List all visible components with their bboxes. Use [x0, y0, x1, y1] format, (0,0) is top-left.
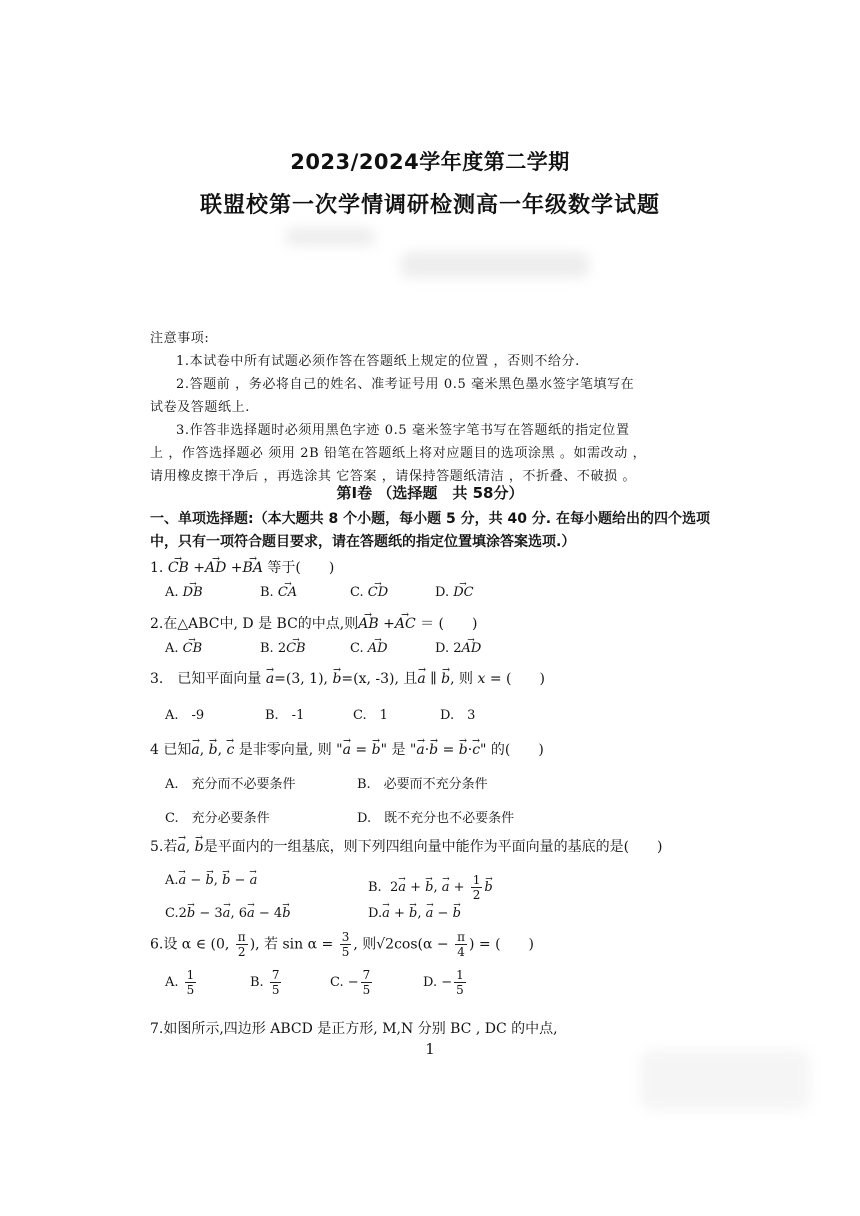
question-5: 5.若→ a, → b是平面内的一组基底，则下列四组向量中能作为平面向量的基底的是( ): [150, 836, 663, 856]
question-6: 6.设 α ∈ (0, $\frac{\pi}{2}$ ), 若 sin α = $\frac{3}{5}$ , 则√2cos(α − $\frac{\pi}{4}$ ) = ( ): [150, 930, 535, 959]
option-c: C. 充分必要条件: [165, 811, 270, 826]
instruction-3c: 请用橡皮擦干净后 ，再选涂其 它答案 ，请保持答题纸清洁 ，不折叠、不破损 。: [150, 469, 637, 484]
scan-smudge: [400, 252, 590, 278]
option-c: C. → AD: [350, 641, 388, 656]
exam-year-title: 2023/2024学年度第二学期: [290, 150, 570, 174]
option-b: B. 必要而不充分条件: [357, 777, 488, 792]
instruction-3a: 3.作答非选择题时必须用黑色字迹 0.5 毫米签字笔书写在答题纸的指定位置: [176, 423, 630, 438]
option-c: C. 1: [353, 708, 388, 723]
question-1: 1. → CB +→ AD +→ BA 等于( ): [150, 557, 334, 577]
option-c: C. − $\frac{7}{5}$: [330, 968, 371, 997]
exam-title: 联盟校第一次学情调研检测高一年级数学试题: [199, 193, 660, 218]
option-b: B. → CA: [260, 585, 297, 600]
instruction-2b: 试卷及答题纸上.: [150, 400, 250, 415]
option-b: B. 2→ CB: [260, 641, 306, 656]
option-b: B. 2→ a + → b, → a + $\frac{1}{2}$ → b: [368, 873, 493, 902]
instruction-2a: 2.答题前 ，务必将自己的姓名、准考证号用 0.5 毫米黑色墨水签字笔填写在: [176, 377, 635, 392]
option-d: D. − $\frac{1}{5}$: [423, 968, 464, 997]
option-b: B. -1: [265, 708, 305, 723]
option-a: A. → CB: [165, 641, 202, 656]
question-2: 2.在△ABC中, D 是 BC的中点,则→ AB +→ AC ＝ ( ): [150, 613, 477, 633]
option-d: D. 3: [440, 708, 476, 723]
option-c: C. → CD: [350, 585, 388, 600]
instruction-3b: 上 ，作答选择题必 须用 2B 铅笔在答题纸上将对应题目的选项涂黑 。如需改动 ，: [150, 446, 647, 461]
option-a: A. -9: [165, 708, 205, 723]
option-a: A. → DB: [165, 585, 203, 600]
instruction-1: 1.本试卷中所有试题必须作答在答题纸上规定的位置 ，否则不给分.: [176, 354, 580, 369]
option-b: B. $\frac{7}{5}$: [250, 968, 280, 997]
scan-smudge: [285, 228, 375, 246]
page-number: 1: [425, 1040, 435, 1058]
option-c: C.2→ b − 3→ a, 6→ a − 4→ b: [165, 906, 291, 921]
question-7: 7.如图所示,四边形 ABCD 是正方形, M,N 分别 BC , DC 的中点,: [150, 1021, 558, 1037]
option-a: A. 充分而不必要条件: [165, 777, 296, 792]
question-4: 4 已知→ a, → b, → c 是非零向量, 则 "→ a = → b" 是 "→ a·→ b = → b·→ c" 的( ): [150, 739, 544, 759]
option-d: D. → DC: [435, 585, 474, 600]
option-a: A. $\frac{1}{5}$: [165, 968, 195, 997]
option-d: D. 2→ AD: [435, 641, 481, 656]
option-d: D.→ a + → b, → a − → b: [368, 906, 461, 921]
section-title: 第Ⅰ卷 （选择题 共 58分）: [336, 484, 524, 502]
option-a: A.→ a − → b, → b − → a: [165, 873, 257, 888]
instructions-heading: 注意事项:: [150, 331, 210, 346]
question-3: 3. 已知平面向量 → a=(3, 1), → b=(x, -3), 且→ a ∥ → b, 则 x = ( ): [150, 668, 545, 688]
instructions: [150, 327, 720, 488]
scan-smudge: [640, 1050, 810, 1110]
section-instructions: 一、单项选择题:（本大题共 8 个小题，每小题 5 分，共 40 分. 在每小题给出的四个选项中，只有一项符合题目要求，请在答题纸的指定位置填涂答案选项.）: [150, 511, 710, 550]
option-d: D. 既不充分也不必要条件: [357, 811, 515, 826]
